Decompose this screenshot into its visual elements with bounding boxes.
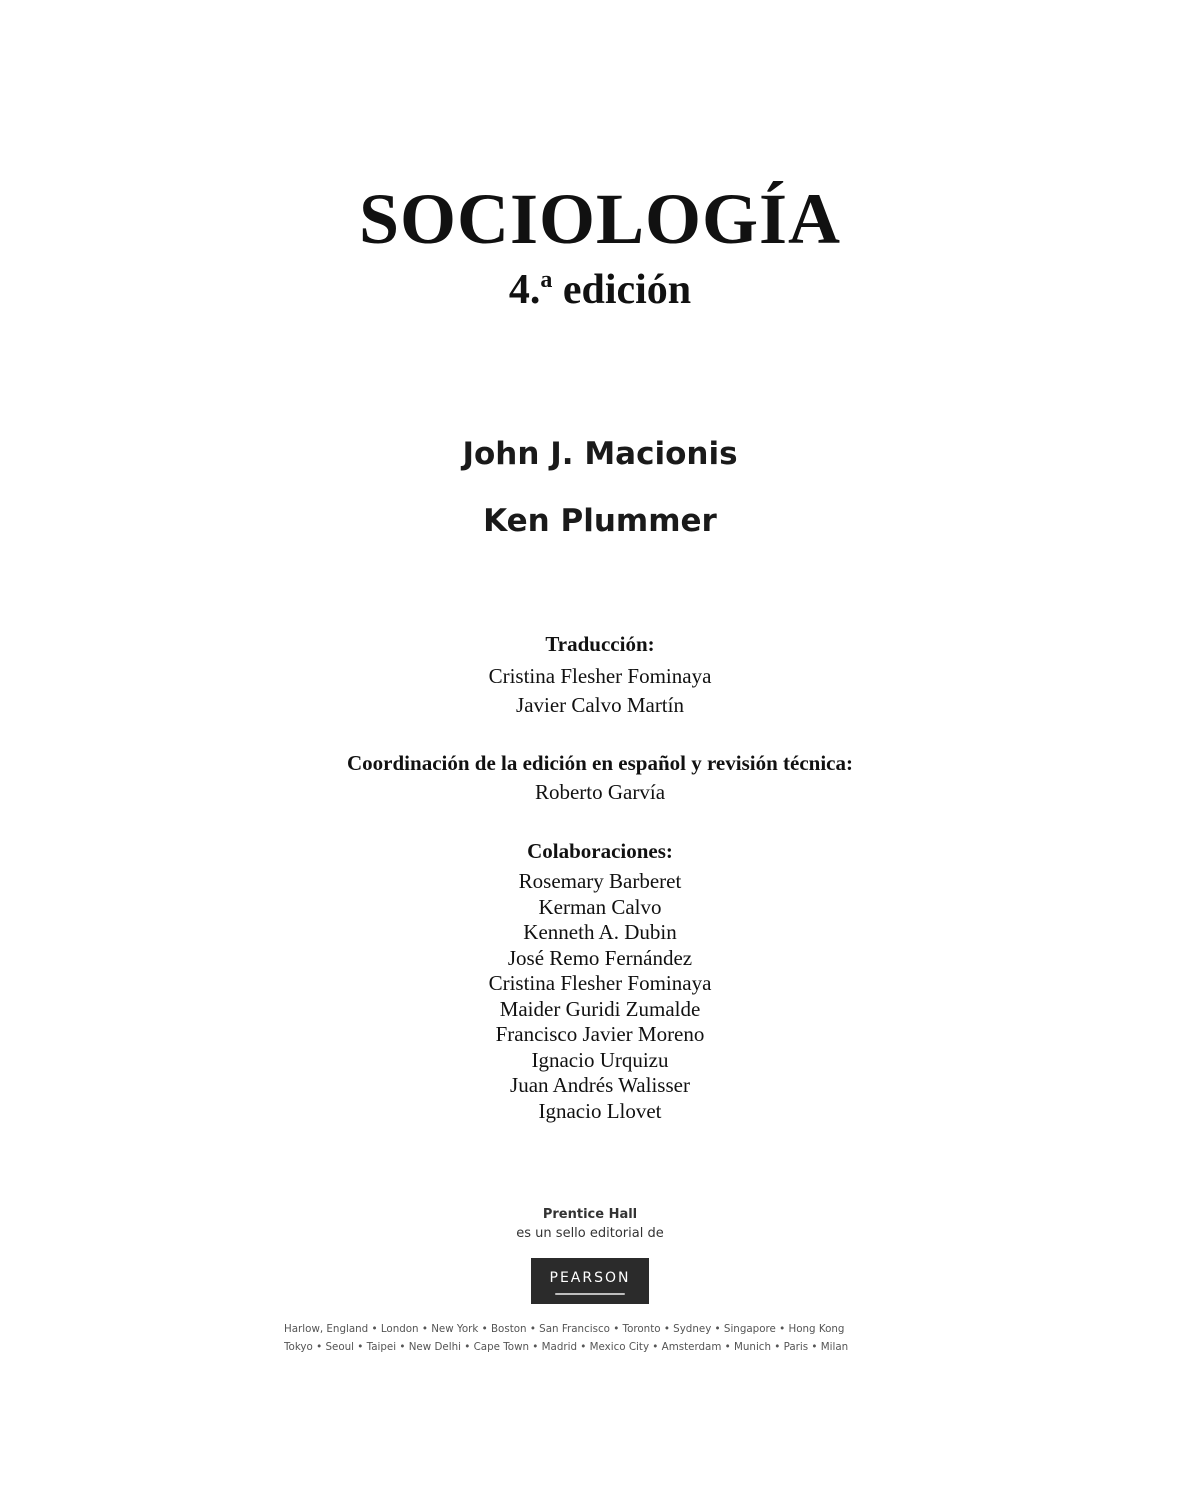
publisher-cities-line: Tokyo • Seoul • Taipei • New Delhi • Cape Town • Madrid • Mexico City • Amsterdam • Munich • Paris • Milan (284, 1341, 849, 1353)
collaborations-heading: Colaboraciones: (527, 839, 673, 863)
edition-superscript: a (540, 267, 553, 293)
edition-label (0, 266, 1200, 314)
author-name: Ken Plummer (483, 503, 717, 539)
translation-list (0, 662, 1200, 720)
collaborations-list (0, 869, 1200, 1124)
imprint-name: Prentice Hall (542, 1207, 638, 1222)
collaborator-name: Kerman Calvo (538, 894, 662, 919)
coordination-heading: Coordinación de la edición en español y revisión técnica: (347, 751, 853, 775)
translation-heading: Traducción: (545, 632, 655, 656)
coordinator-name: Roberto Garvía (534, 780, 666, 804)
author-name: John J. Macionis (462, 436, 738, 472)
collaborator-name: Maider Guridi Zumalde (499, 996, 701, 1021)
translator-name: Javier Calvo Martín (516, 693, 684, 717)
collaborator-name: Ignacio Urquizu (531, 1047, 669, 1072)
translator-name: Cristina Flesher Fominaya (488, 664, 712, 688)
collaborator-name: Rosemary Barberet (518, 869, 682, 893)
edition-word: edición (562, 267, 692, 313)
collaborator-name: Kenneth A. Dubin (523, 920, 677, 944)
collaborator-name: José Remo Fernández (507, 945, 693, 970)
collaborator-name: Juan Andrés Walisser (510, 1073, 690, 1097)
logo-text: PEARSON (549, 1270, 631, 1286)
collaborator-name: Ignacio Llovet (538, 1098, 662, 1123)
book-title: SOCIOLOGÍA (358, 179, 842, 259)
coordination-list (0, 780, 1200, 806)
edition-number: 4. (508, 267, 541, 313)
collaborator-name: Cristina Flesher Fominaya (488, 971, 712, 995)
imprint-note: es un sello editorial de (516, 1226, 664, 1241)
logo-swoosh (555, 1293, 625, 1295)
pearson-logo (531, 1258, 649, 1304)
publisher-cities-line: Harlow, England • London • New York • Boston • San Francisco • Toronto • Sydney • Singapore • Hong Kong (284, 1323, 845, 1335)
collaborator-name: Francisco Javier Moreno (495, 1022, 705, 1046)
